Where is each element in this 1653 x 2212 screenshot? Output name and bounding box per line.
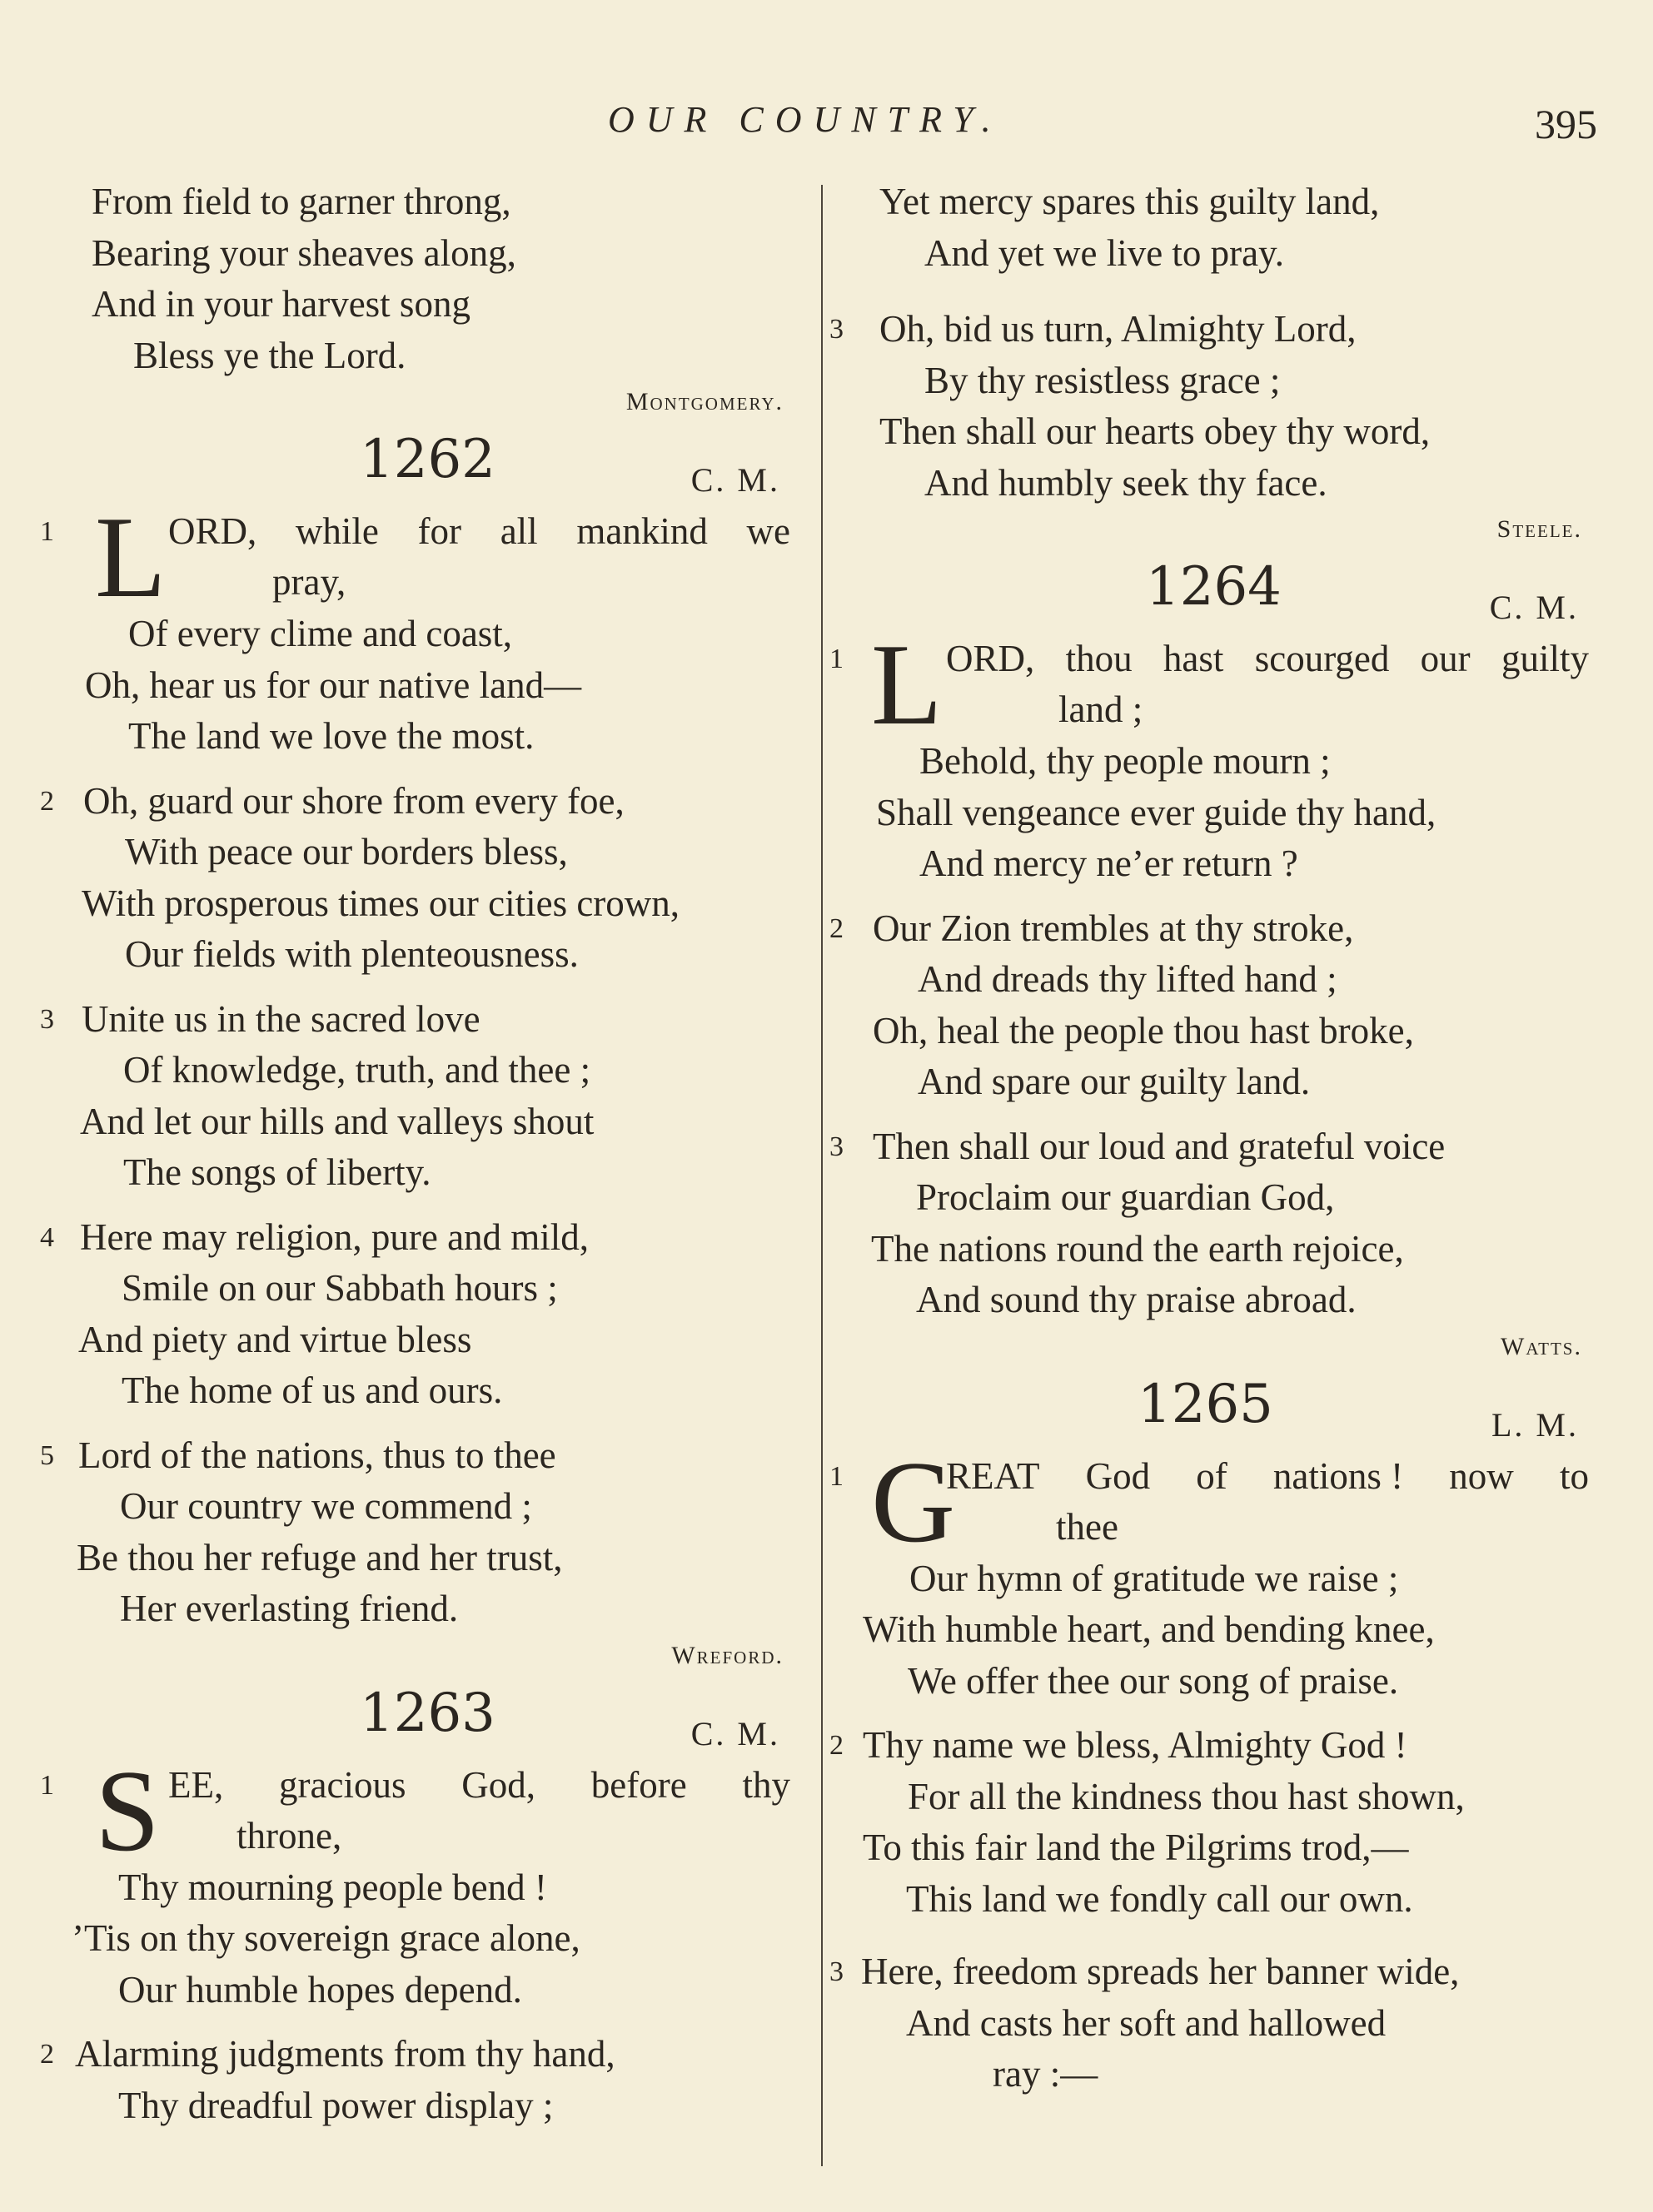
right-column xyxy=(829,176,1604,2100)
verse-number: 3 xyxy=(829,1956,844,1987)
word: God xyxy=(1085,1454,1151,1497)
hymn-line: thee xyxy=(1056,1505,1118,1548)
line-text: Our Zion trembles at thy stroke, xyxy=(873,907,1354,949)
drop-cap: S xyxy=(95,1746,160,1876)
hymn-line: Of every clime and coast, xyxy=(128,613,513,654)
justified-first-line xyxy=(946,1451,1589,1503)
hymn-line: Shall vengeance ever guide thy hand, xyxy=(876,791,1436,833)
verse-number: 3 xyxy=(829,314,844,345)
line-text: Here, freedom spreads her banner wide, xyxy=(861,1951,1460,1992)
author-credit: Watts. xyxy=(1501,1332,1582,1360)
line-text: Oh, guard our shore from every foe, xyxy=(83,779,625,822)
line-text: Alarming judgments from thy hand, xyxy=(75,2033,615,2075)
word: now xyxy=(1449,1454,1514,1497)
hymn-line xyxy=(829,304,1604,355)
hymn-meter: C. M. xyxy=(1489,589,1579,626)
hymn-line xyxy=(829,1720,1604,1772)
hymn-line xyxy=(40,776,805,828)
word: of xyxy=(1196,1454,1227,1497)
hymn-line: Smile on our Sabbath hours ; xyxy=(122,1267,558,1309)
line-text: Thy name we bless, Almighty God ! xyxy=(863,1724,1407,1766)
hymn-line xyxy=(829,1121,1604,1173)
verse-number: 5 xyxy=(40,1439,54,1471)
hymn-line xyxy=(40,1430,805,1482)
word: thy xyxy=(742,1763,790,1806)
verse-number: 1 xyxy=(40,1769,54,1801)
hymn-line: This land we fondly call our own. xyxy=(906,1877,1413,1920)
word: for xyxy=(417,510,462,552)
hymn-line: And let our hills and valleys shout xyxy=(80,1100,595,1142)
hymn-meter: L. M. xyxy=(1491,1405,1579,1444)
hymn-line: And mercy ne’er return ? xyxy=(919,843,1298,884)
line-text: Oh, bid us turn, Almighty Lord, xyxy=(879,308,1357,350)
word: ORD, xyxy=(168,510,257,552)
word: EE, xyxy=(168,1763,224,1806)
word: God, xyxy=(461,1763,535,1806)
hymn-line: And sound thy praise abroad. xyxy=(916,1279,1357,1320)
word: thou xyxy=(1065,638,1133,679)
word: while xyxy=(295,510,379,552)
hymn-line: Our country we commend ; xyxy=(120,1485,532,1527)
hymn-line: Oh, heal the people thou hast broke, xyxy=(873,1009,1414,1051)
justified-first-line xyxy=(168,506,790,558)
drop-cap: L xyxy=(871,620,943,749)
hymn-line: And yet we live to pray. xyxy=(924,231,1284,274)
hymn-line: Thy mourning people bend ! xyxy=(118,1866,547,1908)
hymn-line: Of knowledge, truth, and thee ; xyxy=(123,1049,591,1091)
author-credit: Steele. xyxy=(1496,515,1582,543)
hymn-line: Yet mercy spares this guilty land, xyxy=(879,181,1380,222)
hymn-line xyxy=(40,994,805,1046)
hymn-meter: C. M. xyxy=(690,461,780,499)
hymn-line: Our humble hopes depend. xyxy=(118,1968,522,2011)
word: nations ! xyxy=(1272,1454,1404,1497)
hymn-number: 1265 xyxy=(1138,1373,1273,1435)
word: hast xyxy=(1163,638,1224,679)
verse-number: 3 xyxy=(829,1131,844,1162)
verse-number: 1 xyxy=(829,644,844,674)
word: to xyxy=(1559,1454,1589,1497)
drop-cap: L xyxy=(95,493,167,622)
hymn-heading xyxy=(52,1683,805,1760)
hymn-line: From field to garner throng, xyxy=(92,181,511,222)
word: our xyxy=(1420,638,1471,679)
left-column xyxy=(40,176,805,2131)
hymn-line: The land we love the most. xyxy=(128,715,535,757)
hymn-line: And in your harvest song xyxy=(92,283,471,325)
hymn-line: And humbly seek thy face. xyxy=(924,461,1327,504)
hymn-line: Our hymn of gratitude we raise ; xyxy=(909,1557,1399,1599)
word: guilty xyxy=(1501,638,1589,679)
author-credit: Montgomery. xyxy=(625,388,784,415)
line-text: Unite us in the sacred love xyxy=(82,997,480,1040)
hymn-line: And piety and virtue bless xyxy=(78,1318,472,1360)
verse-number: 1 xyxy=(829,1460,844,1492)
hymn-line: pray, xyxy=(272,561,346,603)
word: scourged xyxy=(1254,638,1390,679)
opening-lines xyxy=(829,1437,1604,1567)
hymn-line: Then shall our hearts obey thy word, xyxy=(879,410,1431,452)
line-text: Here may religion, pure and mild, xyxy=(80,1215,590,1258)
word: all xyxy=(500,510,538,552)
hymn-line: Bless ye the Lord. xyxy=(133,334,406,376)
word: before xyxy=(590,1763,687,1806)
hymn-line: Behold, thy people mourn ; xyxy=(919,740,1331,782)
hymn-number: 1264 xyxy=(1146,556,1282,618)
hymn-line: Thy dreadful power display ; xyxy=(118,2084,554,2126)
word: gracious xyxy=(279,1763,406,1806)
justified-first-line xyxy=(168,1760,790,1812)
page-number: 395 xyxy=(1535,101,1597,147)
word: ORD, xyxy=(946,638,1035,679)
hymn-line: The home of us and ours. xyxy=(122,1369,503,1411)
hymn-meter: C. M. xyxy=(690,1714,780,1752)
hymn-line: Proclaim our guardian God, xyxy=(916,1176,1335,1218)
opening-lines xyxy=(829,620,1604,749)
hymn-line: Oh, hear us for our native land— xyxy=(85,664,582,706)
hymn-line: Her everlasting friend. xyxy=(120,1588,459,1629)
verse-number: 2 xyxy=(40,2039,54,2070)
line-text: Then shall our loud and grateful voice xyxy=(873,1125,1446,1167)
hymn-line: And casts her soft and hallowed xyxy=(906,2001,1387,2044)
hymn-line: ray :— xyxy=(993,2053,1098,2095)
hymn-line: And spare our guilty land. xyxy=(918,1061,1311,1102)
verse-number: 4 xyxy=(40,1221,54,1253)
opening-lines xyxy=(40,493,805,622)
hymn-line: throne, xyxy=(236,1814,342,1857)
hymn-line xyxy=(829,903,1604,955)
line-text: Lord of the nations, thus to thee xyxy=(78,1434,556,1476)
word: REAT xyxy=(946,1454,1040,1497)
word: mankind xyxy=(576,510,708,552)
hymn-line: And dreads thy lifted hand ; xyxy=(918,958,1337,1000)
verse-number: 2 xyxy=(829,912,844,944)
hymn-line xyxy=(40,1212,805,1264)
verse-number: 3 xyxy=(40,1003,54,1035)
running-header: OUR COUNTRY. xyxy=(608,99,1003,140)
drop-cap: G xyxy=(871,1437,956,1567)
verse-number: 2 xyxy=(829,1730,844,1761)
hymn-line xyxy=(40,2029,805,2080)
hymn-line: With peace our borders bless, xyxy=(125,831,568,872)
verse-number: 2 xyxy=(40,785,54,817)
hymn-line: Be thou her refuge and her trust, xyxy=(77,1536,563,1578)
hymn-line: With humble heart, and bending knee, xyxy=(863,1608,1435,1650)
hymn-number: 1263 xyxy=(360,1682,495,1744)
hymn-line: Bearing your sheaves along, xyxy=(92,231,516,274)
hymn-line: For all the kindness thou hast shown, xyxy=(908,1775,1465,1817)
justified-first-line xyxy=(946,634,1589,685)
hymn-line: land ; xyxy=(1058,688,1143,730)
author-credit: Wreford. xyxy=(671,1641,784,1669)
hymn-line xyxy=(829,1946,1604,1998)
verse-number: 1 xyxy=(40,516,54,547)
column-divider xyxy=(821,185,823,2166)
hymn-line: The nations round the earth rejoice, xyxy=(871,1227,1404,1270)
word: we xyxy=(746,510,790,552)
hymn-line: We offer thee our song of praise. xyxy=(908,1659,1399,1702)
hymn-line: Our fields with plenteousness. xyxy=(125,933,579,975)
hymn-line: To this fair land the Pilgrims trod,— xyxy=(863,1827,1409,1868)
hymn-line: By thy resistless grace ; xyxy=(924,359,1281,401)
opening-lines xyxy=(40,1746,805,1876)
hymn-number: 1262 xyxy=(360,429,495,490)
hymn-line: With prosperous times our cities crown, xyxy=(82,882,680,924)
hymn-line: ’Tis on thy sovereign grace alone, xyxy=(72,1917,580,1959)
hymn-heading xyxy=(829,557,1604,634)
hymn-line: The songs of liberty. xyxy=(123,1151,431,1193)
